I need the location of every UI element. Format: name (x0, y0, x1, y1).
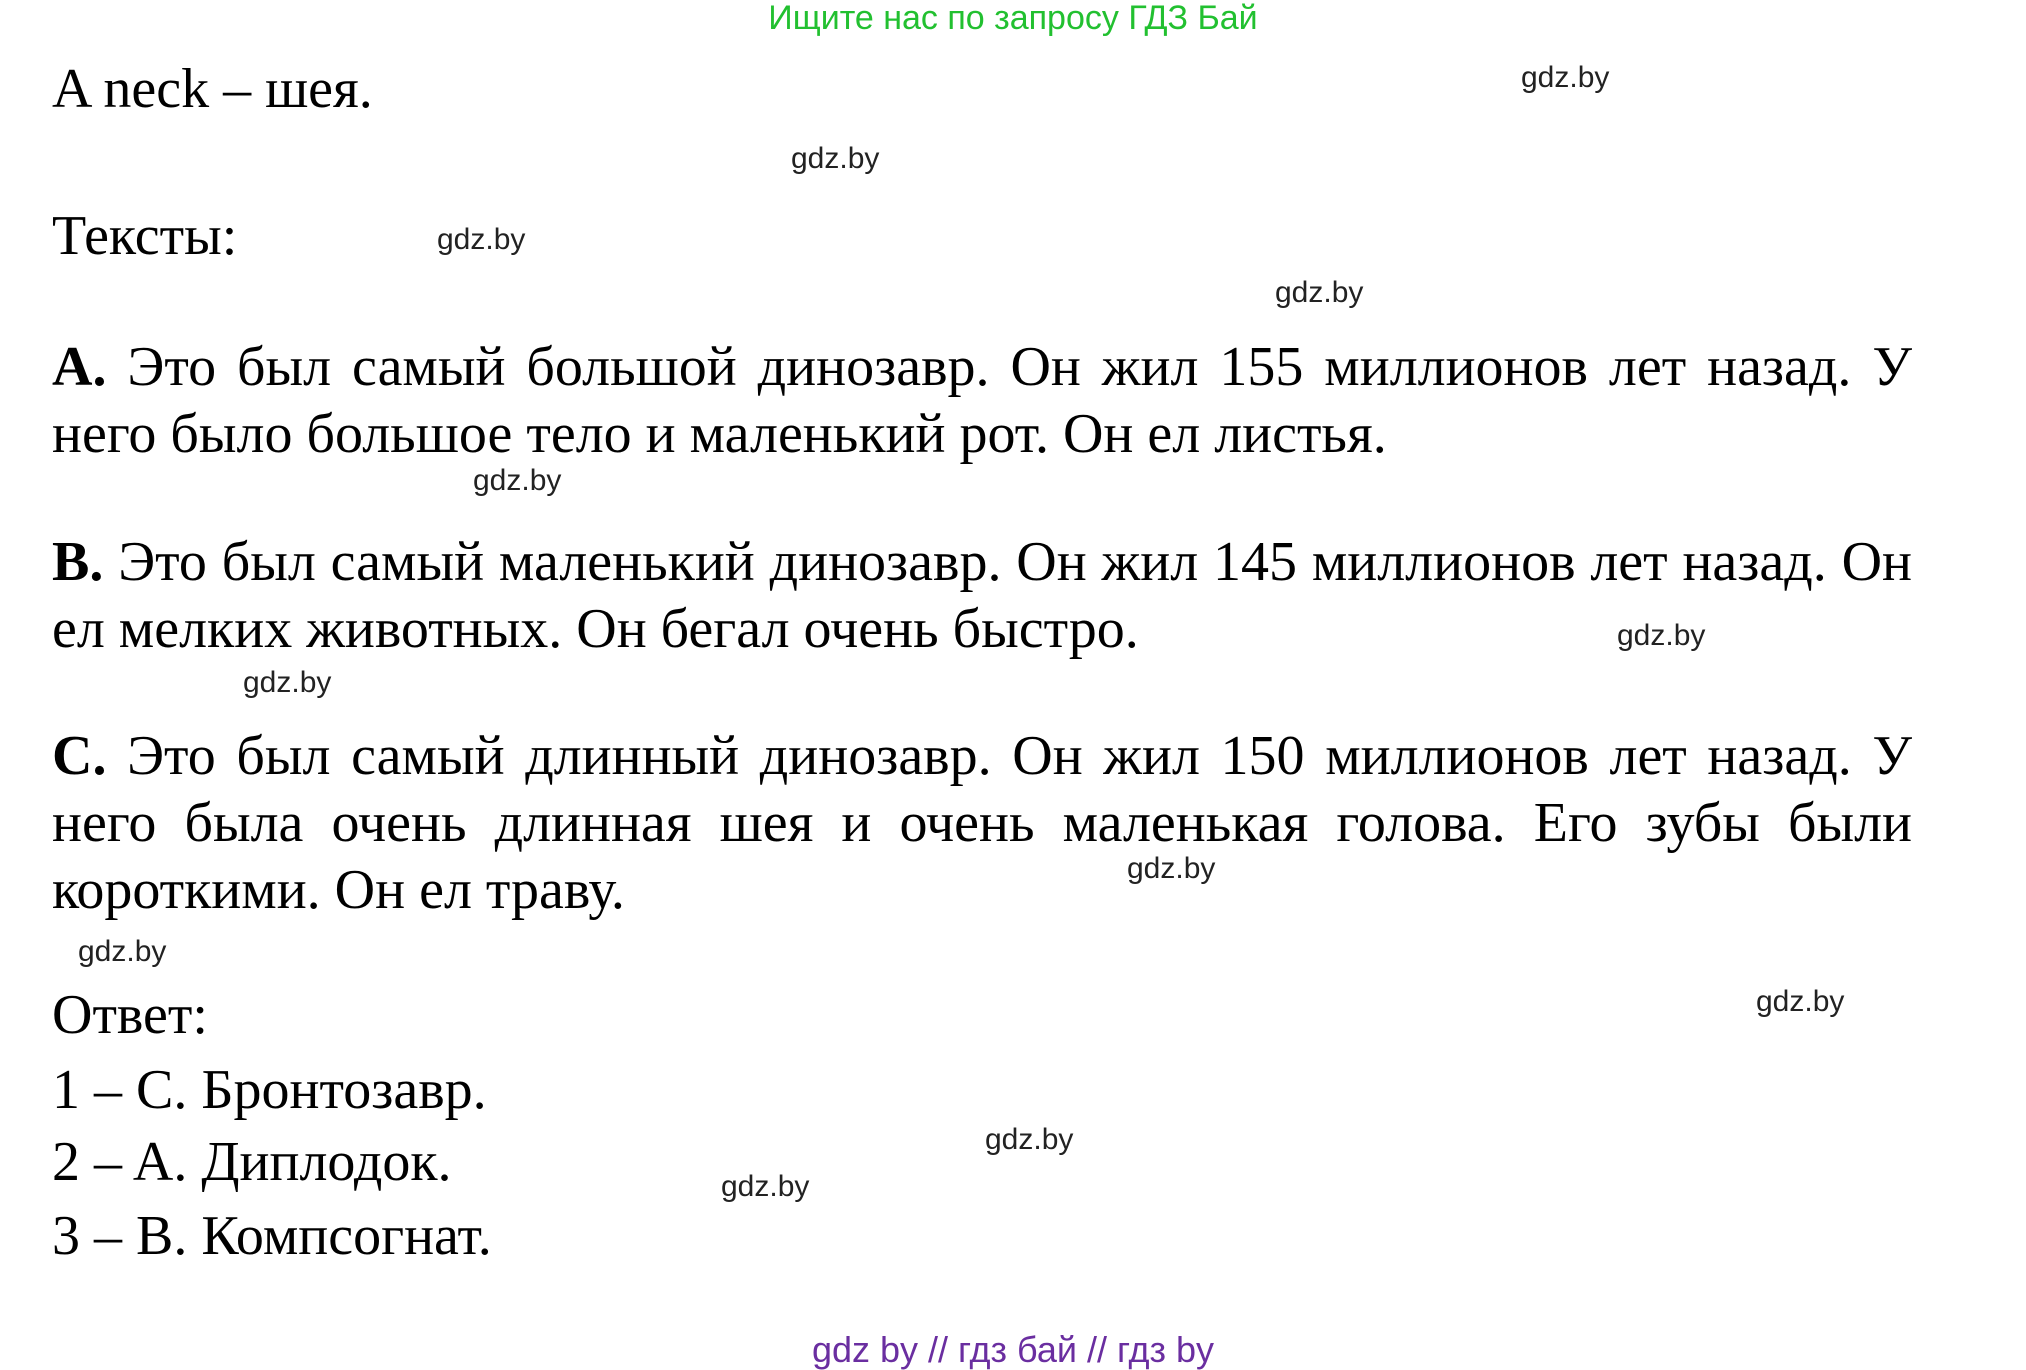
watermark: gdz.by (1127, 852, 1216, 885)
watermark: gdz.by (243, 666, 332, 699)
text-a (52, 334, 1912, 468)
text-c-body: Это был самый длинный динозавр. Он жил 150 миллионов лет назад. У него была очень длинная шея и очень маленькая голова. Его зубы были короткими. Он ел траву. (52, 725, 1912, 921)
watermark: gdz.by (1617, 619, 1706, 652)
answer-line-3: 3 – B. Компсогнат. (52, 1205, 492, 1267)
watermark: gdz.by (78, 935, 167, 968)
text-b-body: Это был самый маленький динозавр. Он жил 145 миллионов лет назад. Он ел мелких животных. Он бегал очень быстро. (52, 531, 1912, 660)
watermark: gdz.by (1275, 276, 1364, 309)
watermark: gdz.by (473, 464, 562, 497)
header-banner: Ищите нас по запросу ГДЗ Бай (768, 0, 1258, 37)
footer-watermark: gdz by // гдз бай // гдз by (811, 1329, 1215, 1370)
watermark: gdz.by (791, 142, 880, 175)
text-c-letter: C. (52, 725, 107, 787)
text-b-letter: B. (52, 531, 104, 593)
watermark: gdz.by (1756, 985, 1845, 1018)
texts-heading: Тексты: (52, 205, 238, 267)
text-c (52, 723, 1912, 924)
text-a-letter: A. (52, 336, 107, 398)
vocab-line: A neck – шея. (52, 58, 373, 120)
watermark: gdz.by (985, 1123, 1074, 1156)
text-a-body: Это был самый большой динозавр. Он жил 155 миллионов лет назад. У него было большое тело и маленький рот. Он ел листья. (52, 336, 1912, 465)
watermark: gdz.by (1521, 61, 1610, 94)
watermark: gdz.by (721, 1170, 810, 1203)
answer-heading: Ответ: (52, 984, 208, 1046)
watermark: gdz.by (437, 223, 526, 256)
answer-line-1: 1 – C. Бронтозавр. (52, 1059, 487, 1121)
answer-line-2: 2 – A. Диплодок. (52, 1131, 452, 1193)
